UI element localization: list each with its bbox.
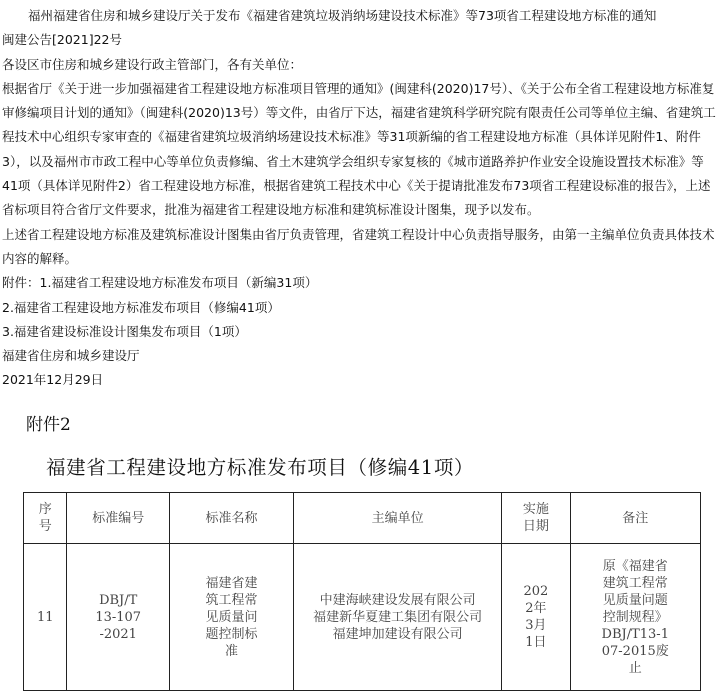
cell-remark: 原《福建省建筑工程常见质量问题控制规程》DBJ/T13-107-2015废止	[570, 544, 700, 691]
org-3: 福建坤加建设有限公司	[332, 626, 463, 642]
header-seq: 序号	[24, 493, 67, 544]
cell-name: 福建省建筑工程常见质量问题控制标准	[169, 544, 293, 691]
notice-paragraph-main: 根据省厅《关于进一步加强福建省工程建设地方标准项目管理的通知》(闽建科(2020)17号）、《关于公布全省工程建设地方标准复审修编项目计划的通知》（闽建科(2020)13号）等文件，由省厅下达，福建省建筑科学研究院有限责任公司等单位主编、省建筑工程技术中心组织专家审查的《福建省建筑垃圾消纳场建设技术标准》等31项新编的省工程建设地方标准（具体详见附件1、附件3），以及福州市市政工程中心等单位负责修编、省土木建筑学会组织专家复核的《城市道路养护作业安全设施设置技术标准》等41项（具体详见附件2）省工程建设地方标准，根据省建筑工程技术中心《关于提请批准发布73项省工程建设标准的报告》，上述省标项目符合省厅文件要求，批准为福建省工程建设地方标准和建筑标准设计图集，现予以发布。	[2, 80, 716, 218]
cell-date: 2022年3月1日	[502, 544, 570, 691]
addressee: 各设区市住房和城乡建设行政主管部门，各有关单位：	[2, 56, 303, 72]
table-title: 福建省工程建设地方标准发布项目（修编41项）	[46, 456, 475, 479]
header-name: 标准名称	[169, 493, 293, 544]
org-2: 福建新华夏建工集团有限公司	[313, 609, 483, 625]
header-date: 实施日期	[502, 493, 570, 544]
notice-title: 福州福建省住房和城乡建设厅关于发布《福建省建筑垃圾消纳场建设技术标准》等73项省工程建设地方标准的通知	[28, 8, 657, 23]
notice-body	[2, 4, 716, 393]
issue-date: 2021年12月29日	[2, 372, 104, 388]
issuer: 福建省住房和城乡建设厅	[2, 348, 140, 364]
cell-seq: 11	[24, 544, 67, 691]
attachment-label: 附件2	[26, 415, 71, 435]
doc-number: 闽建公告[2021]22号	[2, 32, 122, 48]
notice-paragraph-management: 上述省工程建设地方标准及建筑标准设计图集由省厅负责管理，省建筑工程设计中心负责指导服务，由第一主编单位负责具体技术内容的解释。	[2, 226, 715, 266]
org-1: 中建海峡建设发展有限公司	[319, 592, 476, 608]
header-code: 标准编号	[67, 493, 169, 544]
header-org: 主编单位	[294, 493, 502, 544]
attachment-line-2: 2.福建省工程建设地方标准发布项目（修编41项）	[2, 299, 280, 315]
table-header-row	[24, 493, 701, 544]
attachment-line-3: 3.福建省建设标准设计图集发布项目（1项）	[2, 323, 247, 339]
standards-table	[23, 492, 701, 691]
cell-code: DBJ/T13-107-2021	[67, 544, 169, 691]
cell-org	[294, 544, 502, 691]
header-remark: 备注	[570, 493, 700, 544]
table-row	[24, 544, 701, 691]
attachment-line-1: 附件：1.福建省工程建设地方标准发布项目（新编31项）	[2, 275, 318, 291]
